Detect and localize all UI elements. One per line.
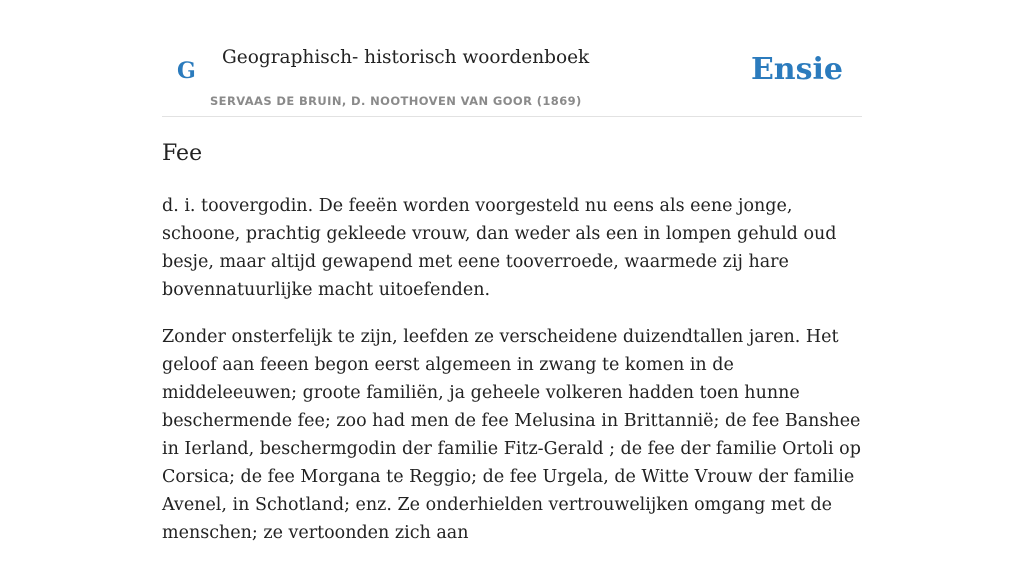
entry-paragraph: Zonder onsterfelijk te zijn, leefden ze verscheidene duizendtallen jaren. Het geloof aan feeen begon eerst algemeen in zwang te komen in de middeleeuwen; groote familiën, ja geheele volkeren hadden toen hunne beschermende fee; zoo had men de fee Melusina in Brittannië; de fee Banshee in Ierland, beschermgodin der familie Fitz-Gerald ; de fee der familie Ortoli op Corsica; de fee Morgana te Reggio; de fee Urgela, de Witte Vrouw der familie Avenel, in Schotland; enz. Ze onderhielden vertrouwelijken omgang met de menschen; ze vertoonden zich aan	[162, 327, 861, 543]
entry-title: Fee	[162, 141, 203, 166]
book-author: SERVAAS DE BRUIN, D. NOOTHOVEN VAN GOOR (1869)	[210, 94, 582, 108]
entry-paragraph: d. i. toovergodin. De feeën worden voorgesteld nu eens als eene jonge, schoone, prachtig gekleede vrouw, dan weder als een in lompen gehuld oud besje, maar altijd gewapend met eene tooverroede, waarmede zij hare bovennatuurlijke macht uitoefenden.	[162, 196, 837, 300]
page-header	[162, 0, 862, 117]
entry-body	[162, 192, 867, 566]
book-title[interactable]: Geographisch- historisch woordenboek	[222, 47, 590, 68]
book-logo-letter[interactable]: G	[177, 58, 196, 84]
ensie-logo-link[interactable]: Ensie	[750, 52, 843, 87]
